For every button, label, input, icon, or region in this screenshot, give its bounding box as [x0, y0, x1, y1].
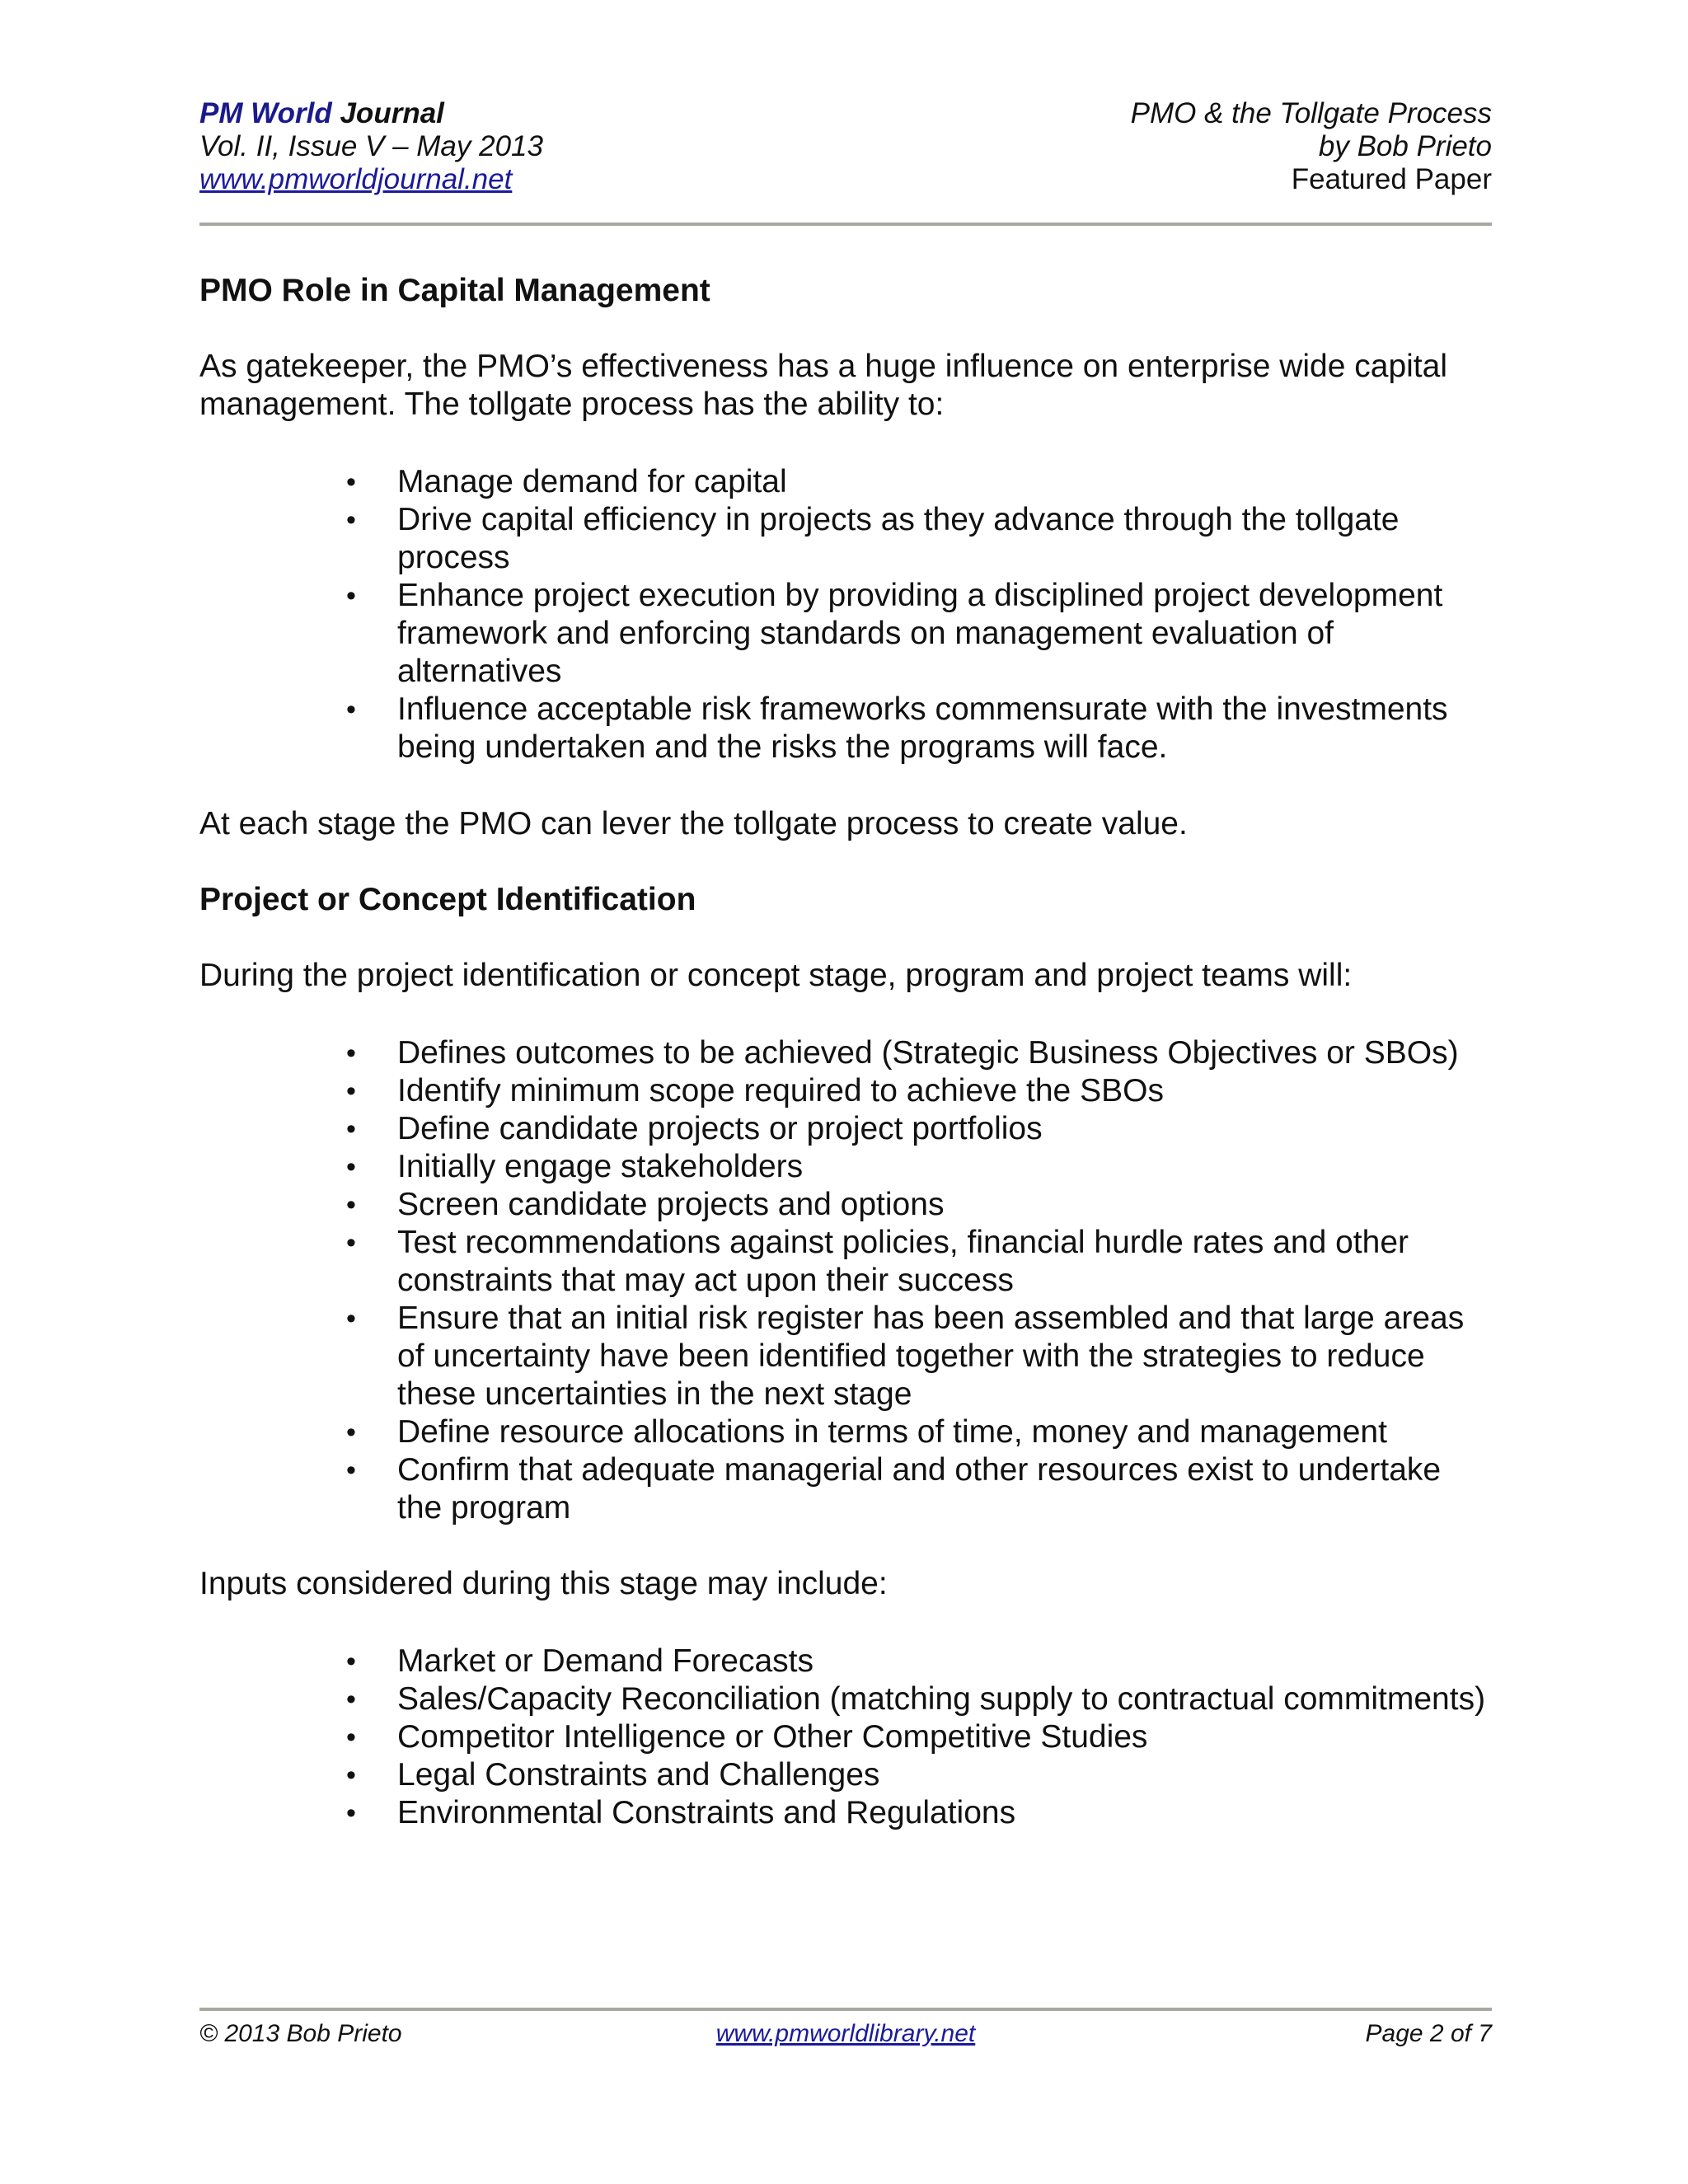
- list-item: • Confirm that adequate managerial and other resources exist to undertake the program: [346, 1452, 1442, 1526]
- bullet-icon: •: [346, 1151, 356, 1183]
- bullet-icon: •: [346, 1303, 356, 1334]
- bullet-icon: •: [346, 580, 356, 612]
- identification-intro-paragraph: During the project identification or concept stage, program and project teams will:: [199, 958, 1353, 993]
- list-item: • Identify minimum scope required to achieve the SBOs: [346, 1073, 1164, 1108]
- bullet-icon: •: [346, 1797, 356, 1829]
- journal-name-journal: Journal: [340, 97, 444, 129]
- section-heading-identification: Project or Concept Identification: [199, 882, 696, 917]
- list-item: • Manage demand for capital: [346, 464, 787, 499]
- list-item: • Sales/Capacity Reconciliation (matching supply to contractual commitments): [346, 1681, 1486, 1717]
- journal-volume: Vol. II, Issue V – May 2013: [199, 130, 543, 162]
- journal-name-pm-world: PM World: [199, 97, 332, 129]
- inputs-bullet-list: [199, 1643, 1492, 1832]
- article-title: PMO & the Tollgate Process: [1130, 97, 1492, 129]
- list-item: • Influence acceptable risk frameworks commensurate with the investments being undertaken and the risks the programs will face.: [346, 691, 1448, 765]
- bullet-icon: •: [346, 694, 356, 725]
- list-item: • Define resource allocations in terms of time, money and management: [346, 1414, 1387, 1450]
- list-item: • Test recommendations against policies, financial hurdle rates and other constraints that may act upon their success: [346, 1225, 1409, 1298]
- capital-bullet-list: [199, 463, 1492, 766]
- list-item: • Enhance project execution by providing a disciplined project development framework and enforcing standards on management evaluation of alternatives: [346, 578, 1443, 689]
- bullet-icon: •: [346, 1038, 356, 1069]
- bullet-icon: •: [346, 1646, 356, 1677]
- capital-intro-paragraph: As gatekeeper, the PMO’s effectiveness has a huge influence on enterprise wide capital management. The tollgate process has the ability to:: [199, 349, 1447, 422]
- bullet-icon: •: [346, 1760, 356, 1791]
- journal-website-link[interactable]: www.pmworldjournal.net: [199, 163, 513, 195]
- journal-info: [199, 97, 543, 196]
- inputs-intro-paragraph: Inputs considered during this stage may include:: [199, 1566, 888, 1601]
- bullet-icon: •: [346, 1227, 356, 1258]
- footer-copyright: © 2013 Bob Prieto: [199, 2020, 402, 2047]
- identification-bullet-list: [199, 1034, 1492, 1527]
- bullet-icon: •: [346, 1189, 356, 1221]
- bullet-icon: •: [346, 1684, 356, 1715]
- list-item: • Market or Demand Forecasts: [346, 1643, 814, 1679]
- bullet-icon: •: [346, 1417, 356, 1448]
- list-item: • Drive capital efficiency in projects as they advance through the tollgate process: [346, 502, 1400, 575]
- list-item: • Screen candidate projects and options: [346, 1187, 945, 1222]
- article-category: Featured Paper: [1291, 163, 1492, 195]
- document-page: [199, 97, 1492, 2059]
- bullet-icon: •: [346, 466, 356, 498]
- section-heading-capital: PMO Role in Capital Management: [199, 273, 710, 308]
- footer-library-link[interactable]: www.pmworldlibrary.net: [715, 2020, 976, 2047]
- journal-name: [199, 97, 543, 130]
- bullet-icon: •: [346, 1076, 356, 1107]
- bullet-icon: •: [346, 1722, 356, 1753]
- list-item: • Competitor Intelligence or Other Competitive Studies: [346, 1719, 1148, 1755]
- footer-divider: [199, 2008, 1492, 2011]
- list-item: • Define candidate projects or project portfolios: [346, 1111, 1043, 1146]
- list-item: • Environmental Constraints and Regulations: [346, 1795, 1016, 1830]
- capital-closing-paragraph: At each stage the PMO can lever the tollgate process to create value.: [199, 806, 1188, 841]
- list-item: • Initially engage stakeholders: [346, 1149, 804, 1184]
- article-info: [1131, 97, 1492, 196]
- bullet-icon: •: [346, 1113, 356, 1145]
- page-header: [199, 97, 1492, 223]
- bullet-icon: •: [346, 1455, 356, 1486]
- list-item: • Defines outcomes to be achieved (Strategic Business Objectives or SBOs): [346, 1035, 1459, 1071]
- bullet-icon: •: [346, 504, 356, 536]
- article-author: by Bob Prieto: [1318, 130, 1492, 162]
- list-item: • Ensure that an initial risk register has been assembled and that large areas of uncertainty have been identified together with the strategies to reduce these uncertainties in the next stage: [346, 1301, 1465, 1412]
- header-divider: [199, 223, 1492, 226]
- footer-page-number: Page 2 of 7: [1365, 2020, 1492, 2047]
- list-item: • Legal Constraints and Challenges: [346, 1757, 880, 1793]
- page-content: [199, 272, 1492, 1832]
